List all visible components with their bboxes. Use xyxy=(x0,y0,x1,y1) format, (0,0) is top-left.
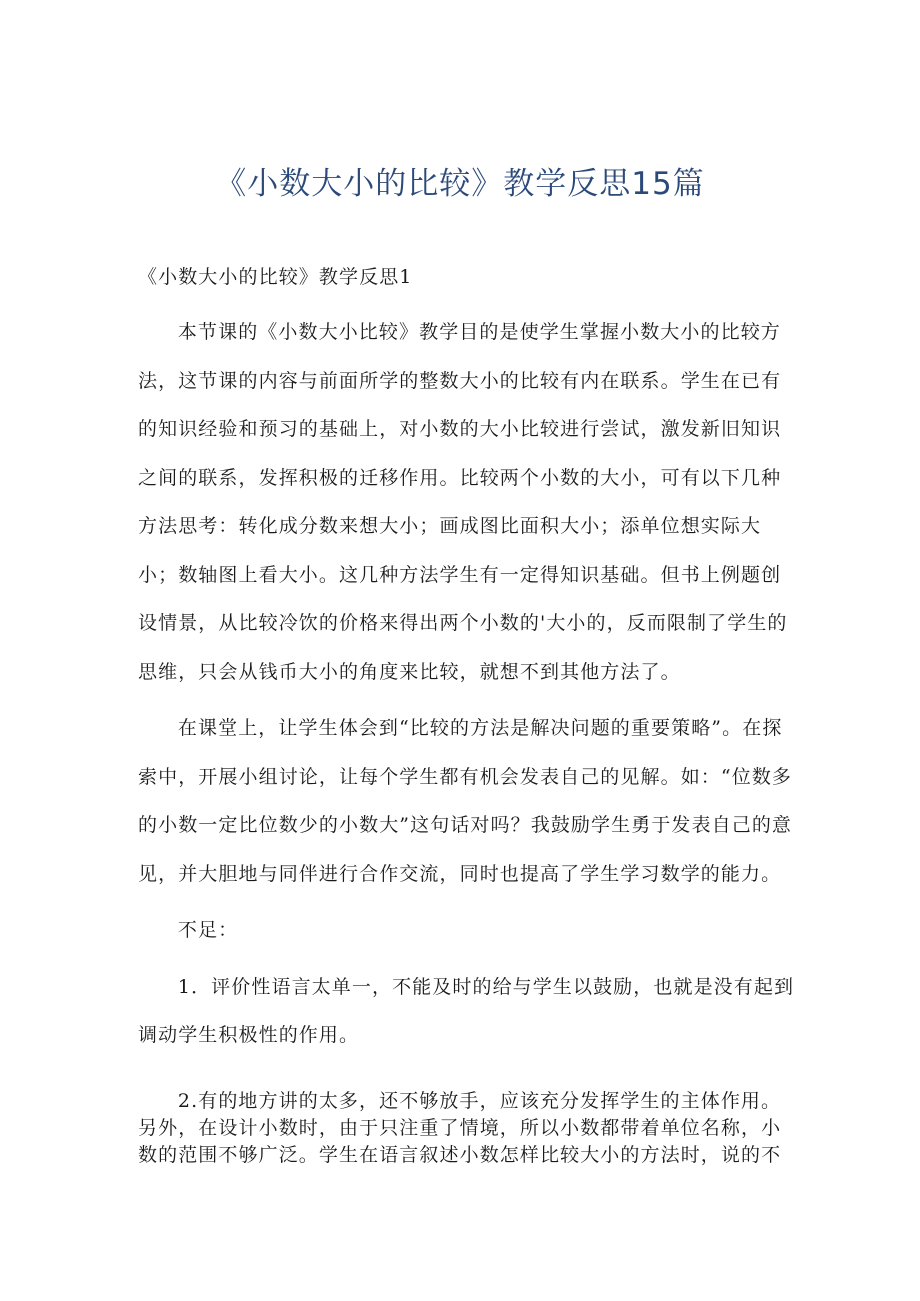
paragraph-intro: 本节课的《小数大小比较》教学目的是使学生掌握小数大小的比较方法，这节课的内容与前面所学的整数大小的比较有内在联系。学生在已有的知识经验和预习的基础上，对小数的大小比较进行尝试，激发新旧知识之间的联系，发挥积极的迁移作用。比较两个小数的大小，可有以下几种方法思考：转化成分数来想大小；画成图比面积大小；添单位想实际大小；数轴图上看大小。这几种方法学生有一定得知识基础。但书上例题创设情景，从比较冷饮的价格来得出两个小数的'大小的，反而限制了学生的思维，只会从钱币大小的角度来比较，就想不到其他方法了。 xyxy=(138,321,788,683)
paragraph-shortcomings-heading: 不足： xyxy=(177,919,239,941)
document-title: 《小数大小的比较》教学反思15篇 xyxy=(215,166,705,202)
paragraph-classroom: 在课堂上，让学生体会到“比较的方法是解决问题的重要策略”。在探索中，开展小组讨论，让每个学生都有机会发表自己的见解。如：“位数多的小数一定比位数少的小数大”这句话对吗？我鼓励学生勇于发表自己的意见，并大胆地与同伴进行合作交流，同时也提高了学生学习数学的能力。 xyxy=(138,717,793,885)
paragraph-shortcoming-2: 2.有的地方讲的太多，还不够放手，应该充分发挥学生的主体作用。另外，在设计小数时，由于只注重了情境，所以小数都带着单位名称，小数的范围不够广泛。学生在语言叙述小数怎样比较大小的方法时，说的不 xyxy=(138,1089,782,1166)
paragraph-shortcoming-1: 1．评价性语言太单一，不能及时的给与学生以鼓励，也就是没有起到调动学生积极性的作用。 xyxy=(138,975,795,1046)
document-body xyxy=(138,262,798,1169)
section-subtitle: 《小数大小的比较》教学反思1 xyxy=(138,266,413,288)
